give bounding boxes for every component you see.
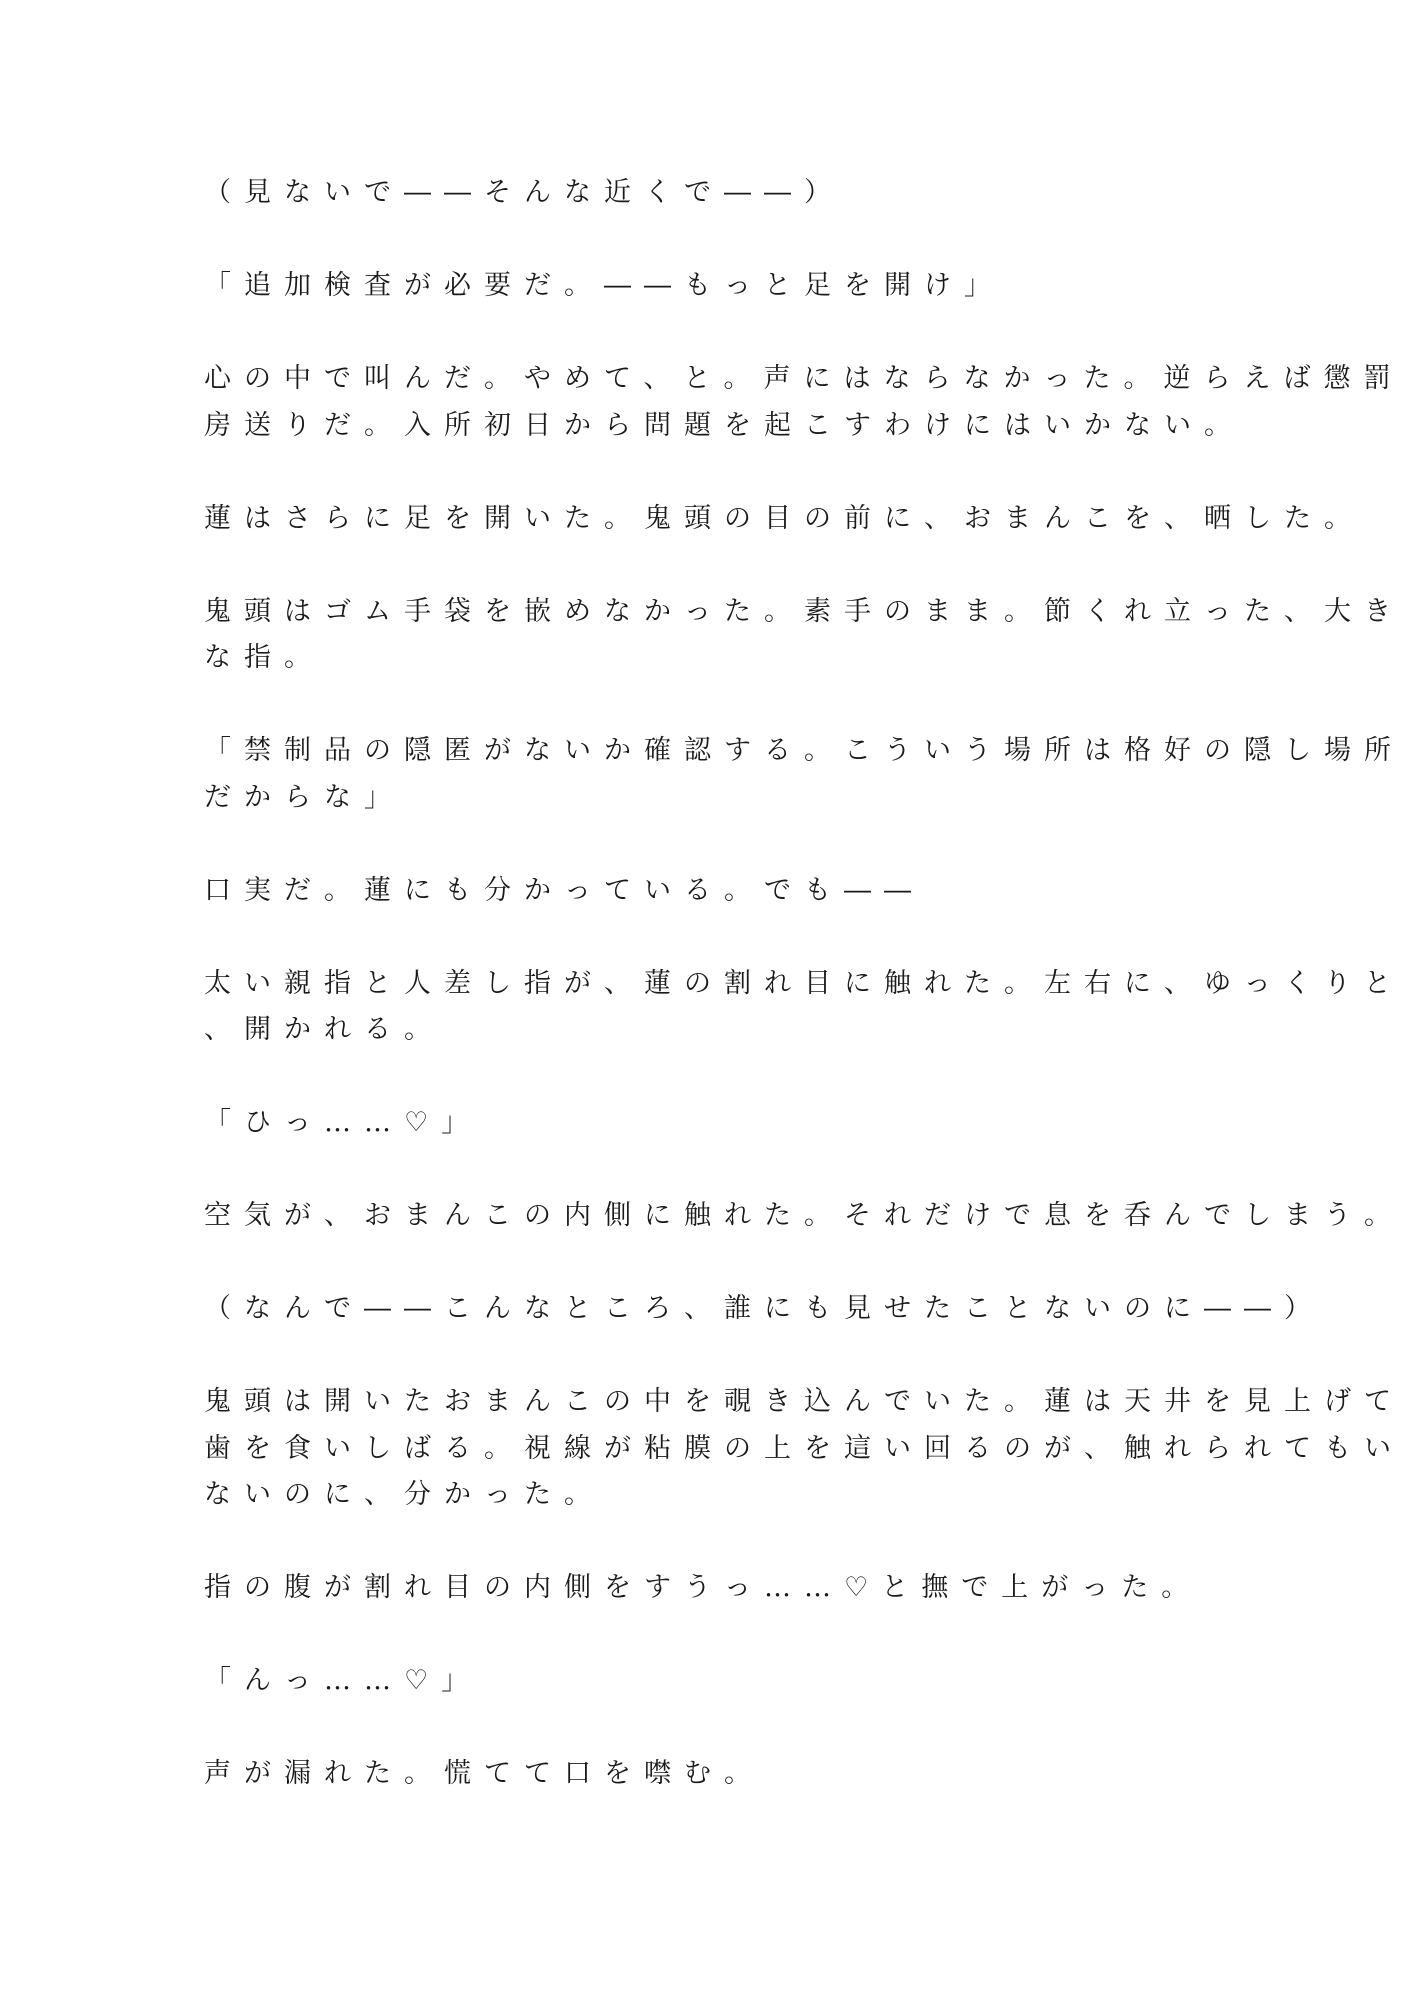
text-line: 「禁制品の隠匿がないか確認する。こういう場所は格好の隠し場所 bbox=[204, 735, 1404, 766]
text-line: （見ないで――そんな近くで――） bbox=[204, 177, 844, 208]
paragraph bbox=[204, 1286, 1324, 1333]
text-line: 鬼頭はゴム手袋を嵌めなかった。素手のまま。節くれ立った、大き bbox=[204, 595, 1404, 627]
paragraph bbox=[204, 589, 1404, 682]
text-line: だからな」 bbox=[204, 781, 404, 813]
paragraph bbox=[204, 728, 1404, 821]
paragraph bbox=[204, 868, 1204, 915]
paragraph bbox=[204, 1565, 1204, 1612]
text-line: 太い親指と人差し指が、蓮の割れ目に触れた。左右に、ゆっくりと bbox=[204, 967, 1404, 999]
text-line: 声が漏れた。慌てて口を噤む。 bbox=[204, 1758, 764, 1789]
text-line: 「追加検査が必要だ。――もっと足を開け」 bbox=[204, 270, 1004, 301]
text-line: 「ひっ……♡」 bbox=[204, 1107, 482, 1138]
paragraph bbox=[204, 496, 1364, 543]
paragraph bbox=[204, 1379, 1404, 1519]
text-line: 空気が、おまんこの内側に触れた。それだけで息を呑んでしまう。 bbox=[204, 1200, 1404, 1231]
text-line: ないのに、分かった。 bbox=[204, 1479, 604, 1510]
text-line: （なんで――こんなところ、誰にも見せたことないのに――） bbox=[204, 1293, 1324, 1324]
text-line: 指の腹が割れ目の内側をすうっ……♡と撫で上がった。 bbox=[204, 1572, 1202, 1603]
paragraph bbox=[204, 263, 1204, 310]
paragraph bbox=[204, 356, 1404, 449]
text-line: 歯を食いしばる。視線が粘膜の上を這い回るのが、触れられてもい bbox=[204, 1432, 1404, 1464]
paragraph bbox=[204, 1658, 1204, 1705]
text-line: な指。 bbox=[204, 642, 324, 673]
paragraph bbox=[204, 1100, 1204, 1147]
text-line: 心の中で叫んだ。やめて、と。声にはならなかった。逆らえば懲罰 bbox=[204, 363, 1404, 394]
text-line: 、開かれる。 bbox=[204, 1014, 444, 1045]
text-line: 蓮はさらに足を開いた。鬼頭の目の前に、おまんこを、晒した。 bbox=[204, 502, 1364, 534]
text-line: 「んっ……♡」 bbox=[204, 1665, 482, 1696]
paragraph bbox=[204, 1193, 1404, 1240]
paragraph bbox=[204, 961, 1404, 1054]
text-line: 口実だ。蓮にも分かっている。でも―― bbox=[204, 874, 924, 906]
paragraph bbox=[204, 1751, 1204, 1798]
document-page bbox=[204, 170, 1404, 1844]
text-line: 房送りだ。入所初日から問題を起こすわけにはいかない。 bbox=[204, 409, 1244, 441]
text-line: 鬼頭は開いたおまんこの中を覗き込んでいた。蓮は天井を見上げて bbox=[204, 1386, 1404, 1417]
paragraph bbox=[204, 170, 1204, 217]
